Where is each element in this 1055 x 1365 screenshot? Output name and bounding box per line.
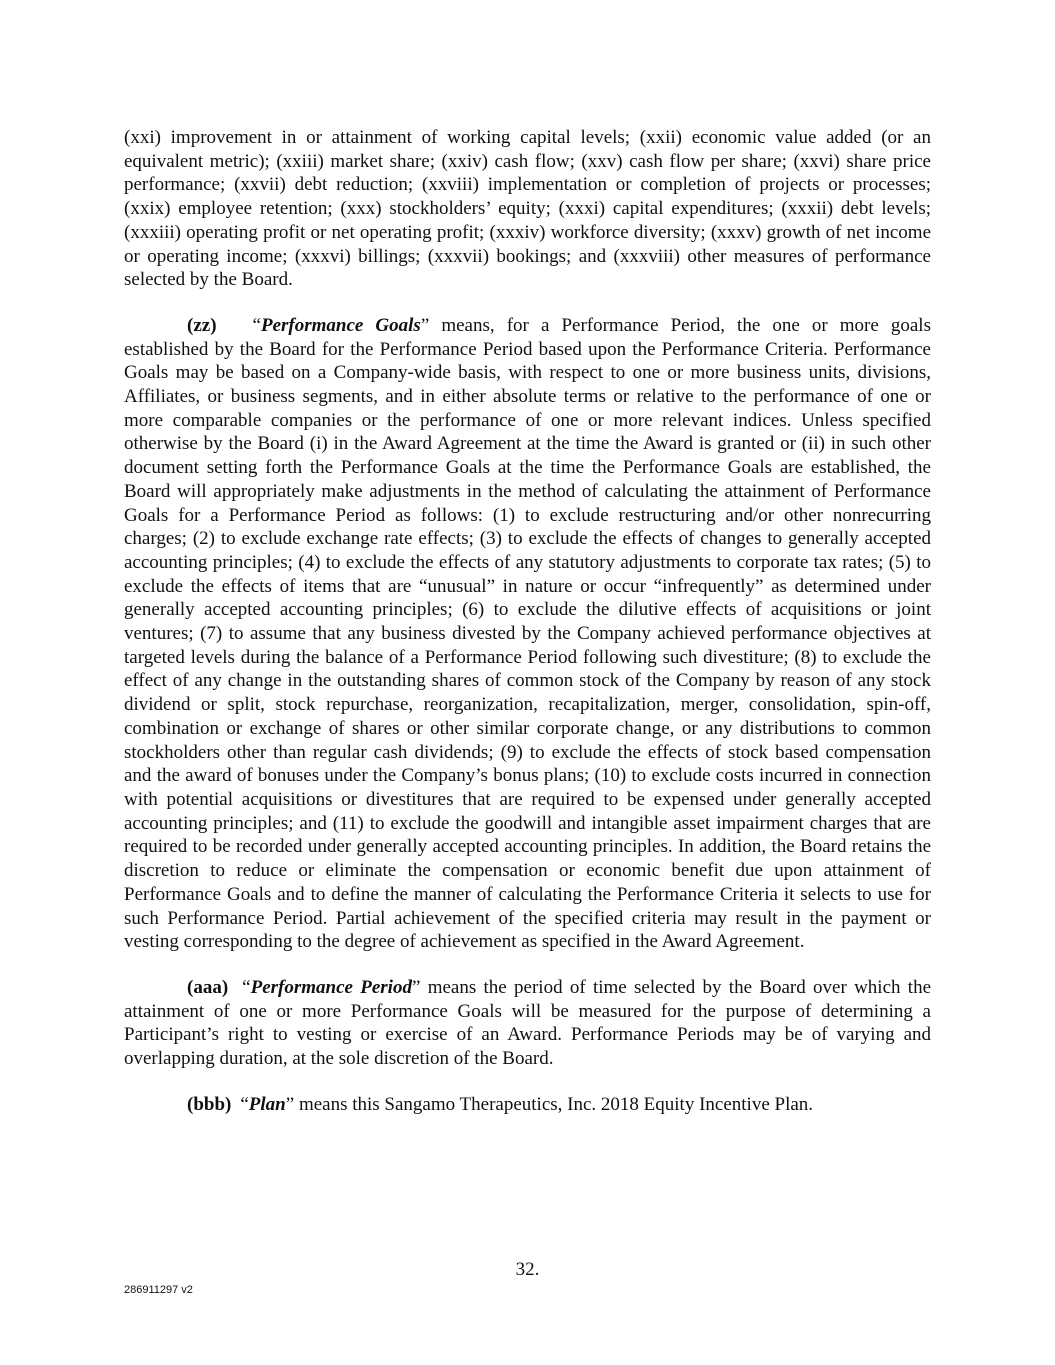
page-number: 32. [515, 1259, 540, 1280]
paragraph-zz [124, 314, 931, 954]
section-label-zz: (zz) [187, 314, 217, 336]
definition-body-aaa: means the period of time selected by the Board over which the attainment of one or more Performance Goals will be measured for the purpose of determining a Participant’s right to vesting or exercise of an Award. Performance Periods may be of varying and overlapping duration, at the sole discretion of the Board. [124, 976, 932, 1070]
section-label-aaa: (aaa) [187, 976, 229, 998]
section-label-bbb: (bbb) [187, 1093, 232, 1115]
close-quote: ” [285, 1093, 295, 1115]
paragraph-aaa [124, 976, 931, 1071]
document-page [124, 126, 931, 1116]
defined-term-performance-goals: Performance Goals [260, 314, 421, 336]
open-quote: “ [252, 314, 261, 336]
defined-term-plan: Plan [248, 1093, 286, 1115]
open-quote: “ [240, 1093, 249, 1115]
document-id: 286911297 v2 [124, 1284, 193, 1296]
definition-body-zz: means, for a Performance Period, the one or more goals established by the Board for the Performance Period based upon the Performance Criteria. Performance Goals may be based on a Company-wide basis, with respect to one or more business units, divisions, Affiliates, or business segments, and in either absolute terms or relative to the performance of one or more comparable companies or the performance of one or more relevant indices. Unless specified otherwise by the Board (i) in the Award Agreement at the time the Award is granted or (ii) in such other document setting forth the Performance Goals at the time the Performance Goals are established, the Board will appropriately make adjustments in the method of calculating the attainment of Performance Goals for a Performance Period as follows: (1) to exclude restructuring and/or other nonrecurring charges; (2) to exclude exchange rate effects; (3) to exclude the effects of changes to generally accepted accounting principles; (4) to exclude the effects of any statutory adjustments to corporate tax rates; (5) to exclude the effects of items that are “unusual” in nature or occur “infrequently” as determined under generally accepted accounting principles; (6) to exclude the dilutive effects of acquisitions or joint ventures; (7) to assume that any business divested by the Company achieved performance objectives at targeted levels during the balance of a Performance Period following such divestiture; (8) to exclude the effect of any change in the outstanding shares of common stock of the Company by reason of any stock dividend or split, stock repurchase, reorganization, recapitalization, merger, consolidation, spin-off, combination or exchange of shares or other similar corporate change, or any distributions to common stockholders other than regular cash dividends; (9) to exclude the effects of stock based compensation and the award of bonuses under the Company’s bonus plans; (10) to exclude costs incurred in connection with potential acquisitions or divestitures that are required to be expensed under generally accepted accounting principles; and (11) to exclude the goodwill and intangible asset impairment charges that are required to be recorded under generally accepted accounting principles. In addition, the Board retains the discretion to reduce or eliminate the compensation or economic benefit due upon attainment of Performance Goals and to define the manner of calculating the Performance Criteria it selects to use for such Performance Period. Partial achievement of the specified criteria may result in the payment or vesting corresponding to the degree of achievement as specified in the Award Agreement. [124, 314, 931, 953]
paragraph-bbb [124, 1093, 931, 1117]
defined-term-performance-period: Performance Period [250, 976, 412, 998]
close-quote: ” [411, 976, 421, 998]
definition-body-bbb: means this Sangamo Therapeutics, Inc. 2018 Equity Incentive Plan. [294, 1093, 814, 1115]
open-quote: “ [242, 976, 251, 998]
close-quote: ” [420, 314, 430, 336]
paragraph-continuation: (xxi) improvement in or attainment of working capital levels; (xxii) economic value added (or an equivalent metric); (xxiii) market share; (xxiv) cash flow; (xxv) cash flow per share; (xxvi) share price performance; (xxvii) debt reduction; (xxviii) implementation or completion of projects or processes; (xxix) employee retention; (xxx) stockholders’ equity; (xxxi) capital expenditures; (xxxii) debt levels; (xxxiii) operating profit or net operating profit; (xxxiv) workforce diversity; (xxxv) growth of net income or operating income; (xxxvi) billings; (xxxvii) bookings; and (xxxviii) other measures of performance selected by the Board. [124, 127, 931, 291]
